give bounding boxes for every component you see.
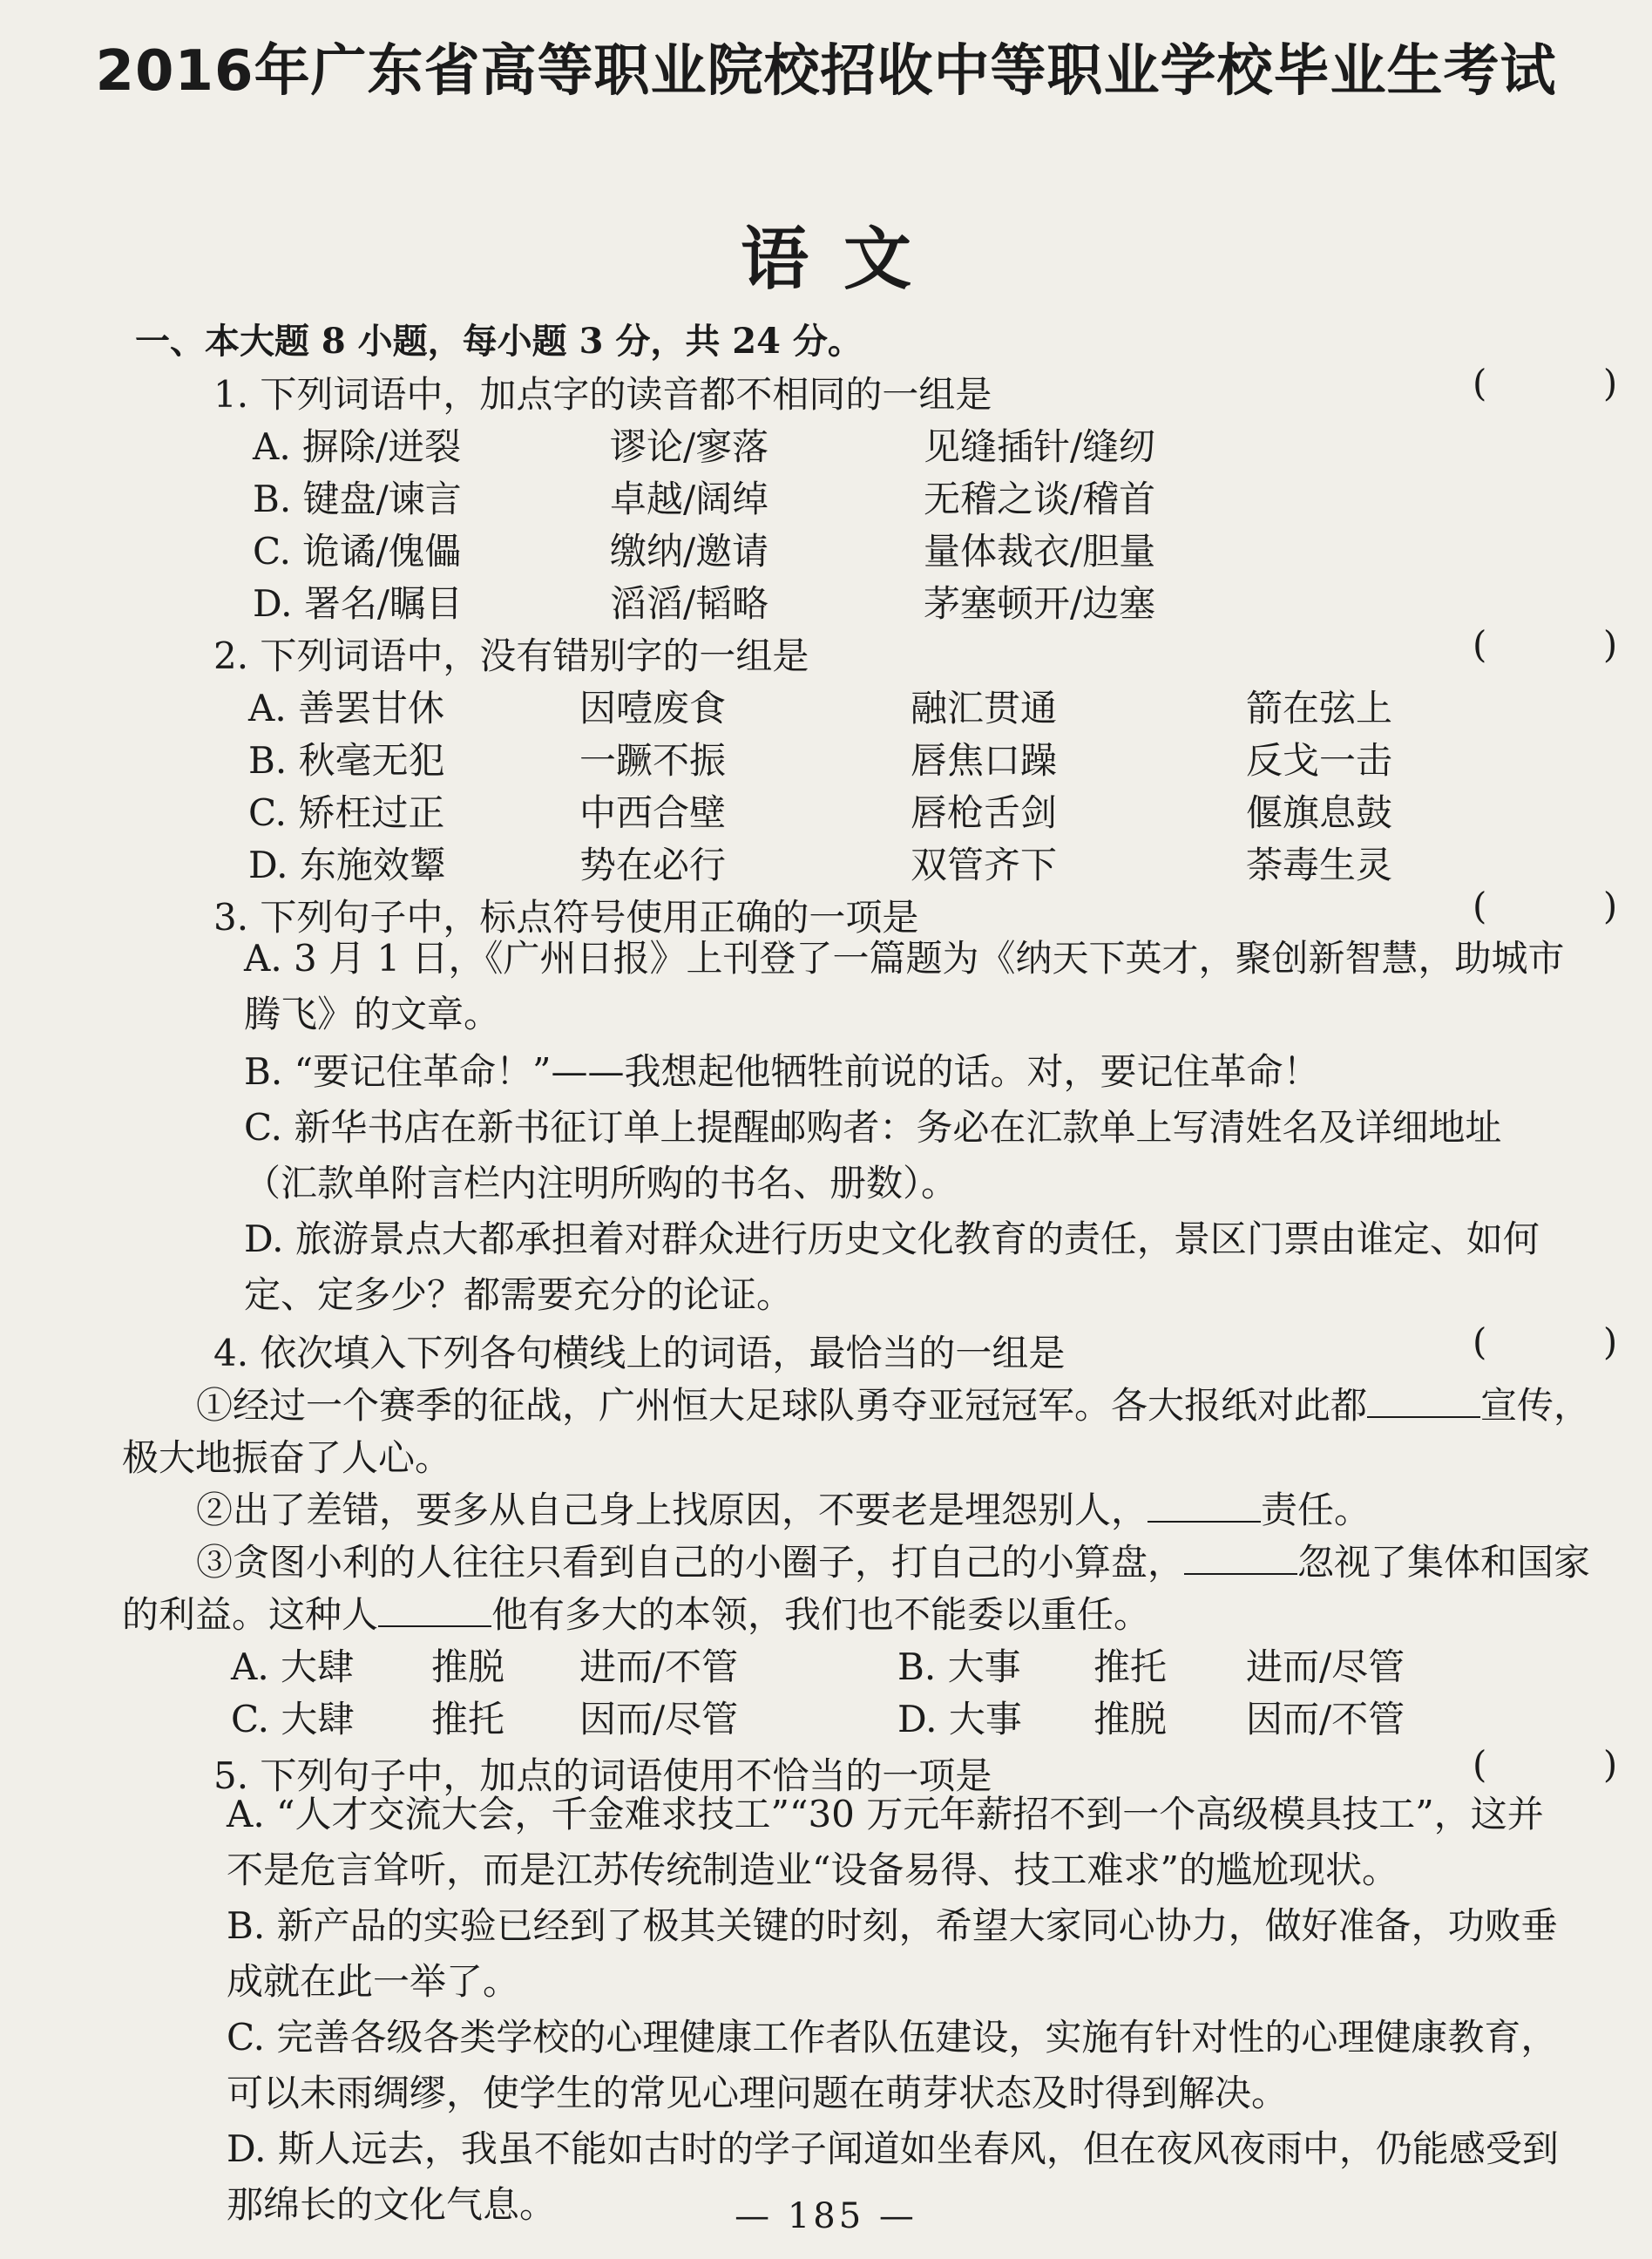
q4-s3-text: ③贪图小利的人往往只看到自己的小圈子，打自己的小算盘， bbox=[196, 1541, 1185, 1584]
question-4-answer-paren: ( ) bbox=[1473, 1320, 1618, 1363]
q2-option-a-col4: 箭在弦上 bbox=[1246, 687, 1393, 729]
q4-s3-tail: 忽视了集体和国家 bbox=[1297, 1541, 1591, 1584]
question-1-answer-paren: ( ) bbox=[1473, 362, 1618, 404]
q4-s2-blank bbox=[1148, 1491, 1261, 1523]
q1-option-c-col1: C. 诡谲/傀儡 bbox=[253, 530, 462, 573]
q4-s2-text: ②出了差错，要多从自己身上找原因，不要老是埋怨别人， bbox=[196, 1489, 1148, 1531]
question-5-answer-paren: ( ) bbox=[1473, 1743, 1618, 1786]
q5-option-b: B. 新产品的实验已经到了极其关键的时刻，希望大家同心协力，做好准备，功败垂成就在此一举了。 bbox=[227, 1904, 1558, 2003]
q1-option-c-col2: 缴纳/邀请 bbox=[610, 530, 769, 573]
q4-option-c-col1: C. 大肆 bbox=[231, 1698, 355, 1740]
subject-title: 语文 bbox=[740, 220, 946, 299]
q1-option-d-col1: D. 署名/瞩目 bbox=[253, 582, 464, 625]
q2-option-d-col1: D. 东施效颦 bbox=[248, 844, 446, 886]
q1-option-d-col3: 茅塞顿开/边塞 bbox=[924, 582, 1156, 625]
exam-title: 2016年广东省高等职业院校招收中等职业学校毕业生考试 bbox=[95, 39, 1557, 104]
q3-option-d: D. 旅游景点大都承担着对群众进行历史文化教育的责任，景区门票由谁定、如何定、定多少？都需要充分的论证。 bbox=[244, 1218, 1540, 1316]
q2-option-d-col2: 势在必行 bbox=[579, 844, 727, 886]
q4-s3-text-2: 的利益。这种人 bbox=[122, 1593, 379, 1636]
q4-option-d-col3: 因而/不管 bbox=[1246, 1698, 1405, 1740]
q4-sentence-3-cont bbox=[122, 1586, 1150, 1638]
q4-s2-tail: 责任。 bbox=[1261, 1489, 1371, 1531]
question-2-answer-paren: ( ) bbox=[1473, 623, 1618, 666]
q2-option-b-col1: B. 秋毫无犯 bbox=[248, 739, 445, 782]
q2-option-a-col1: A. 善罢甘休 bbox=[248, 687, 445, 729]
q2-option-b-col2: 一蹶不振 bbox=[579, 739, 727, 782]
q1-option-c-col3: 量体裁衣/胆量 bbox=[924, 530, 1156, 573]
q1-option-b-col2: 卓越/阔绰 bbox=[610, 478, 769, 520]
q5-option-c: C. 完善各级各类学校的心理健康工作者队伍建设，实施有针对性的心理健康教育，可以未雨绸缪，使学生的常见心理问题在萌芽状态及时得到解决。 bbox=[227, 2016, 1558, 2114]
q2-option-c-col2: 中西合壁 bbox=[579, 791, 727, 834]
q2-option-b-col4: 反戈一击 bbox=[1246, 739, 1393, 782]
q4-option-b-col3: 进而/尽管 bbox=[1246, 1645, 1405, 1688]
section-header: 一、本大题 8 小题，每小题 3 分，共 24 分。 bbox=[135, 321, 863, 362]
q4-option-b-col2: 推托 bbox=[1093, 1645, 1168, 1688]
q3-option-a: A. 3 月 1 日，《广州日报》上刊登了一篇题为《纳天下英才，聚创新智慧，助城市腾飞》的文章。 bbox=[244, 937, 1565, 1035]
q4-option-c-col3: 因而/尽管 bbox=[579, 1698, 739, 1740]
q2-option-a-col2: 因噎废食 bbox=[579, 687, 727, 729]
q2-option-c-col3: 唇枪舌剑 bbox=[911, 791, 1058, 834]
q4-option-c-col2: 推托 bbox=[431, 1698, 505, 1740]
q4-option-d-col1: D. 大事 bbox=[897, 1698, 1022, 1740]
q4-option-a-col2: 推脱 bbox=[431, 1645, 505, 1688]
q2-option-b-col3: 唇焦口躁 bbox=[911, 739, 1058, 782]
q4-sentence-1 bbox=[196, 1377, 1590, 1429]
q4-s3-blank-1 bbox=[1184, 1543, 1297, 1575]
question-1-stem: 1. 下列词语中，加点字的读音都不相同的一组是 bbox=[213, 373, 992, 416]
q4-option-b-col1: B. 大事 bbox=[897, 1645, 1021, 1688]
q4-s1-tail: 宣传， bbox=[1480, 1384, 1591, 1427]
question-2-stem: 2. 下列词语中，没有错别字的一组是 bbox=[213, 634, 809, 677]
q1-option-a-col3: 见缝插针/缝纫 bbox=[924, 425, 1156, 468]
q2-option-d-col3: 双管齐下 bbox=[911, 844, 1058, 886]
q1-option-b-col3: 无稽之谈/稽首 bbox=[924, 478, 1156, 520]
q4-sentence-3 bbox=[196, 1534, 1590, 1586]
q4-s3-blank-2 bbox=[378, 1596, 491, 1627]
q4-option-d-col2: 推脱 bbox=[1093, 1698, 1168, 1740]
question-3-stem: 3. 下列句子中，标点符号使用正确的一项是 bbox=[213, 896, 919, 939]
q4-option-a-col1: A. 大肆 bbox=[231, 1645, 355, 1688]
q2-option-a-col3: 融汇贯通 bbox=[911, 687, 1058, 729]
q4-sentence-1-cont: 极大地振奋了人心。 bbox=[122, 1436, 452, 1479]
q4-s1-text: ①经过一个赛季的征战，广州恒大足球队勇夺亚冠冠军。各大报纸对此都 bbox=[196, 1384, 1368, 1427]
page-number: — 185 — bbox=[735, 2196, 917, 2236]
q4-sentence-2 bbox=[196, 1482, 1371, 1534]
q1-option-a-col2: 谬论/寥落 bbox=[610, 425, 769, 468]
q1-option-a-col1: A. 摒除/迸裂 bbox=[253, 425, 462, 468]
q5-option-d: D. 斯人远去，我虽不能如古时的学子闻道如坐春风，但在夜风夜雨中，仍能感受到那绵长的文化气息。 bbox=[227, 2127, 1559, 2226]
q2-option-c-col4: 偃旗息鼓 bbox=[1246, 791, 1393, 834]
question-5-stem: 5. 下列句子中，加点的词语使用不恰当的一项是 bbox=[213, 1754, 992, 1797]
q1-option-b-col1: B. 键盘/谏言 bbox=[253, 478, 462, 520]
q4-s1-blank bbox=[1367, 1387, 1480, 1418]
q2-option-c-col1: C. 矫枉过正 bbox=[248, 791, 445, 834]
question-3-answer-paren: ( ) bbox=[1473, 885, 1618, 927]
q3-option-c: C. 新华书店在新书征订单上提醒邮购者：务必在汇款单上写清姓名及详细地址（汇款单附言栏内注明所购的书名、册数）。 bbox=[244, 1106, 1502, 1204]
question-4-stem: 4. 依次填入下列各句横线上的词语，最恰当的一组是 bbox=[213, 1332, 1066, 1374]
q4-s3-tail-2: 他有多大的本领，我们也不能委以重任。 bbox=[491, 1593, 1151, 1636]
q3-option-b: B. “要记住革命！”——我想起他牺牲前说的话。对，要记住革命！ bbox=[244, 1050, 1320, 1093]
q5-option-a: A. “人才交流大会，千金难求技工”“30 万元年薪招不到一个高级模具技工”，这并不是危言耸听，而是江苏传统制造业“设备易得、技工难求”的尴尬现状。 bbox=[227, 1793, 1544, 1891]
q1-option-d-col2: 滔滔/韬略 bbox=[610, 582, 769, 625]
q2-option-d-col4: 荼毒生灵 bbox=[1246, 844, 1393, 886]
q4-option-a-col3: 进而/不管 bbox=[579, 1645, 739, 1688]
